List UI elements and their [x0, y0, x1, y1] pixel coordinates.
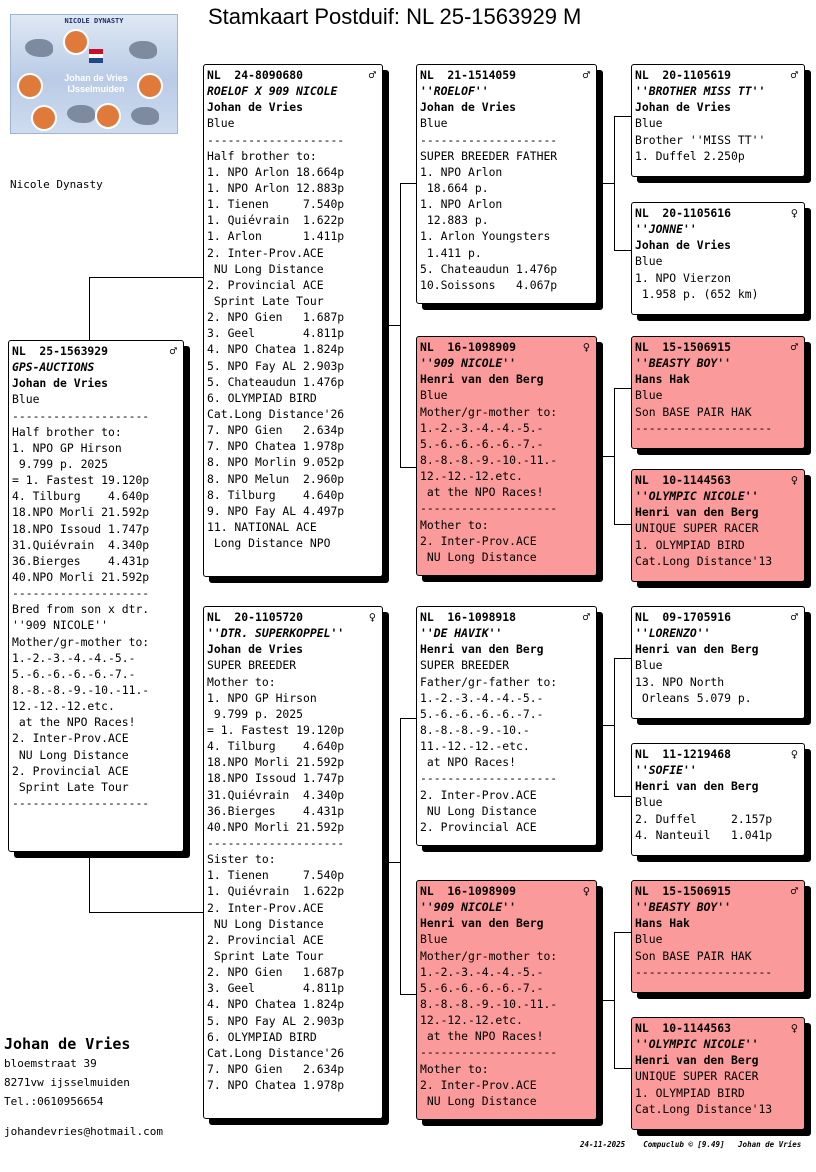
pedigree-line: 8.-8.-8.-9.-10.- [420, 722, 530, 737]
pedigree-line: Mother to: [420, 517, 489, 532]
pedigree-line: Blue [420, 932, 448, 947]
pedigree-line: 4. Nanteuil 1.041p [635, 827, 773, 842]
pedigree-line: Blue [635, 795, 663, 810]
pedigree-line: Sprint Late Tour [207, 948, 324, 963]
footer-date: 24-11-2025 [580, 1140, 626, 1149]
pedigree-line: at NPO Races! [420, 755, 517, 770]
pedigree-line: 5. NPO Fay AL 2.903p [207, 358, 345, 373]
pigeon-name: ''LORENZO'' [635, 626, 711, 641]
pedigree-line: Blue [420, 388, 448, 403]
ring-number: NL 16-1098909 [420, 340, 517, 354]
pigeon-icon [131, 107, 159, 125]
breeder-name: Johan de Vries [12, 376, 109, 391]
pedigree-line: 1. Duffel 2.250p [635, 148, 745, 163]
pedigree-line: 11.-12.-12.-etc. [420, 739, 530, 754]
pedigree-line: NU Long Distance [207, 916, 324, 931]
pigeon-card-mmf[interactable] [631, 880, 805, 993]
pigeon-name: ''JONNE'' [635, 222, 697, 237]
pedigree-line: Mother/gr-mother to: [420, 404, 558, 419]
breeder-name: Johan de Vries [207, 100, 304, 115]
logo-name [61, 73, 131, 95]
ring-number: NL 15-1506915 [635, 884, 732, 898]
pedigree-line: 2. Inter-Prov.ACE [420, 787, 537, 802]
pigeon-name: ''OLYMPIC NICOLE'' [635, 1037, 759, 1052]
pedigree-line: 2. Provincial ACE [420, 819, 537, 834]
rosette-icon [31, 105, 57, 131]
pedigree-line: at the NPO Races! [420, 1029, 544, 1044]
pedigree-line: 1. NPO Arlon [420, 164, 503, 179]
pedigree-line: Blue [635, 658, 663, 673]
pedigree-line: ''909 NICOLE'' [12, 618, 109, 633]
breeder-name: Henri van den Berg [420, 642, 544, 657]
pedigree-line: -------------------- [12, 795, 150, 810]
pigeon-card-father[interactable] [203, 64, 383, 577]
logo-top-text: NICOLE DYNASTY [64, 17, 124, 25]
pigeon-card-mm[interactable] [416, 880, 597, 1120]
pedigree-line: 7. NPO Chatea 1.978p [207, 439, 345, 454]
pedigree-line: Cat.Long Distance'13 [635, 1101, 773, 1116]
breeder-name: Henri van den Berg [635, 505, 759, 520]
connector-line [597, 456, 614, 457]
pedigree-line: 5. Chateaudun 1.476p [420, 261, 558, 276]
connector-line [597, 183, 614, 184]
pedigree-line: 4. Tilburg 4.640p [12, 489, 150, 504]
connector-line [400, 718, 401, 994]
pedigree-line: -------------------- [420, 132, 558, 147]
logo-name-line2: IJsselmuiden [67, 84, 125, 94]
pedigree-line: 2. Inter-Prov.ACE [207, 900, 324, 915]
rosette-icon [17, 73, 43, 99]
pedigree-line: 2. Inter-Prov.ACE [420, 533, 537, 548]
pedigree-line: 8.-8.-8.-9.-10.-11.- [420, 996, 558, 1011]
ring-number: NL 16-1098918 [420, 610, 517, 624]
pedigree-line: SUPER BREEDER FATHER [420, 148, 558, 163]
pedigree-line: Mother to: [420, 1061, 489, 1076]
pedigree-line: NU Long Distance [207, 261, 324, 276]
pedigree-line: 2. Provincial ACE [12, 763, 129, 778]
pigeon-card-fmm[interactable] [631, 469, 805, 582]
pedigree-line: = 1. Fastest 19.120p [207, 722, 345, 737]
pedigree-line: -------------------- [207, 835, 345, 850]
pigeon-name: ''OLYMPIC NICOLE'' [635, 489, 759, 504]
pedigree-line: -------------------- [635, 420, 773, 435]
pedigree-line: Long Distance NPO [207, 536, 331, 551]
pedigree-line: 18.NPO Issoud 1.747p [207, 771, 345, 786]
pedigree-line: 4. Tilburg 4.640p [207, 739, 345, 754]
pedigree-line: 1. Quiévrain 1.622p [207, 213, 345, 228]
female-symbol-icon: ♀ [582, 884, 590, 898]
female-symbol-icon: ♀ [790, 473, 798, 487]
pigeon-card-fm[interactable] [416, 336, 597, 576]
pedigree-line: 2. Inter-Prov.ACE [12, 731, 129, 746]
female-symbol-icon: ♀ [368, 610, 376, 624]
pedigree-line: Half brother to: [12, 424, 122, 439]
pedigree-line: 12.883 p. [420, 213, 489, 228]
pedigree-line: 31.Quiévrain 4.340p [207, 787, 345, 802]
pigeon-icon [129, 41, 157, 59]
pedigree-line: 1.411 p. [420, 245, 482, 260]
pedigree-line: 18.NPO Issoud 1.747p [12, 521, 150, 536]
pigeon-name: ''BEASTY BOY'' [635, 900, 732, 915]
breeder-name: Hans Hak [635, 372, 690, 387]
pedigree-line: 9. NPO Fay AL 4.497p [207, 503, 345, 518]
pedigree-line: 1.-2.-3.-4.-4.-5.- [420, 420, 544, 435]
pedigree-line: 1. Tienen 7.540p [207, 197, 345, 212]
owner-block [4, 1034, 130, 1111]
pedigree-line: 5.-6.-6.-6.-6.-7.- [420, 980, 544, 995]
pedigree-line: 40.NPO Morli 21.592p [12, 569, 150, 584]
ring-number: NL 20-1105616 [635, 206, 732, 220]
pedigree-line: 12.-12.-12.etc. [12, 699, 115, 714]
pedigree-line: 4. NPO Chatea 1.824p [207, 997, 345, 1012]
pigeon-name: ''DTR. SUPERKOPPEL'' [207, 626, 345, 641]
flag-icon [89, 49, 103, 63]
pigeon-name: ''BEASTY BOY'' [635, 356, 732, 371]
pigeon-card-ffm[interactable] [631, 202, 805, 315]
connector-line [89, 912, 205, 913]
pedigree-line: -------------------- [420, 771, 558, 786]
pedigree-line: Sprint Late Tour [12, 779, 129, 794]
pedigree-line: 1. Quiévrain 1.622p [207, 884, 345, 899]
ring-number: NL 20-1105720 [207, 610, 304, 624]
footer-software: Compuclub © [9.49] [643, 1140, 725, 1149]
pedigree-line: 3. Geel 4.811p [207, 326, 345, 341]
pedigree-line: 9.799 p. 2025 [207, 706, 304, 721]
pedigree-line: Father/gr-father to: [420, 674, 558, 689]
male-symbol-icon: ♂ [582, 68, 590, 82]
male-symbol-icon: ♂ [790, 610, 798, 624]
pedigree-line: 1. OLYMPIAD BIRD [635, 1085, 745, 1100]
pedigree-line: UNIQUE SUPER RACER [635, 521, 759, 536]
connector-line [89, 277, 205, 278]
owner-phone: Tel.:0610956654 [4, 1095, 104, 1108]
pedigree-line: NU Long Distance [12, 747, 129, 762]
footer [580, 1140, 801, 1149]
pedigree-line: 8.-8.-8.-9.-10.-11.- [12, 682, 150, 697]
ring-number: NL 21-1514059 [420, 68, 517, 82]
pigeon-name: GPS-AUCTIONS [12, 360, 95, 375]
pedigree-line: 2. Provincial ACE [207, 932, 324, 947]
pigeon-icon [67, 105, 95, 123]
pedigree-line: 5. NPO Fay AL 2.903p [207, 1013, 345, 1028]
pedigree-line: 7. NPO Gien 2.634p [207, 423, 345, 438]
pedigree-line: 2. NPO Gien 1.687p [207, 965, 345, 980]
pedigree-line: 1.958 p. (652 km) [635, 286, 759, 301]
pedigree-line: 1. Arlon Youngsters [420, 229, 551, 244]
ring-number: NL 15-1506915 [635, 340, 732, 354]
breeder-name: Johan de Vries [635, 100, 732, 115]
connector-line [614, 932, 615, 1068]
breeder-name: Hans Hak [635, 916, 690, 931]
pedigree-line: -------------------- [420, 501, 558, 516]
pedigree-line: 40.NPO Morli 21.592p [207, 819, 345, 834]
pedigree-line: SUPER BREEDER [420, 658, 510, 673]
pedigree-line: -------------------- [207, 132, 345, 147]
pigeon-card-mfm[interactable] [631, 743, 805, 856]
pedigree-line: Blue [635, 116, 663, 131]
breeder-name: Henri van den Berg [635, 1053, 759, 1068]
pedigree-line: 1. NPO Vierzon [635, 270, 732, 285]
female-symbol-icon: ♀ [790, 1021, 798, 1035]
pedigree-line: 31.Quiévrain 4.340p [12, 537, 150, 552]
pedigree-line: 8. NPO Melun 2.960p [207, 471, 345, 486]
breeder-name: Johan de Vries [635, 238, 732, 253]
owner-name: Johan de Vries [4, 1035, 131, 1053]
pedigree-line: 9.799 p. 2025 [12, 456, 109, 471]
breeder-name: Henri van den Berg [635, 642, 759, 657]
pedigree-line: 2. NPO Gien 1.687p [207, 310, 345, 325]
connector-line [597, 725, 614, 726]
pedigree-line: Blue [420, 116, 448, 131]
owner-city: 8271vw ijsselmuiden [4, 1076, 130, 1089]
pigeon-name: ''SOFIE'' [635, 763, 697, 778]
pedigree-line: 10.Soissons 4.067p [420, 277, 558, 292]
pedigree-line: 4. NPO Chatea 1.824p [207, 342, 345, 357]
rosette-icon [137, 73, 163, 99]
male-symbol-icon: ♂ [790, 884, 798, 898]
breeder-name: Henri van den Berg [420, 916, 544, 931]
pedigree-line: 8. Tilburg 4.640p [207, 487, 345, 502]
pedigree-line: 5. Chateaudun 1.476p [207, 374, 345, 389]
pedigree-line: -------------------- [12, 586, 150, 601]
pedigree-line: Son BASE PAIR HAK [635, 948, 752, 963]
pedigree-line: Brother ''MISS TT'' [635, 132, 766, 147]
pedigree-line: Bred from son x dtr. [12, 602, 150, 617]
breeder-name: Henri van den Berg [420, 372, 544, 387]
pedigree-line: Blue [635, 388, 663, 403]
pedigree-line: SUPER BREEDER [207, 658, 297, 673]
pigeon-card-mmm[interactable] [631, 1017, 805, 1130]
pigeon-name: ''BROTHER MISS TT'' [635, 84, 766, 99]
connector-line [597, 1000, 614, 1001]
pigeon-card-fmf[interactable] [631, 336, 805, 449]
ring-number: NL 20-1105619 [635, 68, 732, 82]
pigeon-card-ff[interactable] [416, 64, 597, 304]
logo-name-line1: Johan de Vries [64, 73, 128, 83]
rosette-icon [63, 29, 89, 55]
ring-number: NL 09-1705916 [635, 610, 732, 624]
pedigree-line: 2. Inter-Prov.ACE [207, 245, 324, 260]
connector-line [400, 183, 401, 467]
pedigree-line: 2. Provincial ACE [207, 277, 324, 292]
pedigree-line: Blue [12, 392, 40, 407]
rosette-icon [95, 103, 121, 129]
male-symbol-icon: ♂ [169, 344, 177, 358]
pedigree-line: -------------------- [420, 1045, 558, 1060]
pedigree-line: 12.-12.-12.etc. [420, 1013, 523, 1028]
pigeon-name: ''DE HAVIK'' [420, 626, 503, 641]
pedigree-line: NU Long Distance [420, 1093, 537, 1108]
pedigree-line: 1. Tienen 7.540p [207, 868, 345, 883]
pedigree-line: 1. NPO GP Hirson [207, 690, 317, 705]
pedigree-line: 1. Arlon 1.411p [207, 229, 345, 244]
female-symbol-icon: ♀ [582, 340, 590, 354]
pedigree-line: Cat.Long Distance'13 [635, 553, 773, 568]
breeder-name: Johan de Vries [420, 100, 517, 115]
pedigree-line: Blue [207, 116, 235, 131]
connector-line [383, 325, 400, 326]
pedigree-line: 18.664 p. [420, 180, 489, 195]
pedigree-line: 3. Geel 4.811p [207, 981, 345, 996]
ring-number: NL 10-1144563 [635, 1021, 732, 1035]
connector-line [614, 658, 615, 796]
pigeon-card-mf[interactable] [416, 606, 597, 846]
connector-line [614, 388, 615, 524]
ring-number: NL 11-1219468 [635, 747, 732, 761]
pigeon-card-mff[interactable] [631, 606, 805, 719]
pigeon-name: ''909 NICOLE'' [420, 356, 517, 371]
pedigree-line: 1.-2.-3.-4.-4.-5.- [12, 650, 136, 665]
club-logo [10, 14, 178, 134]
pedigree-line: 1.-2.-3.-4.-4.-5.- [420, 964, 544, 979]
page-title: Stamkaart Postduif: NL 25-1563929 M [208, 4, 582, 29]
pedigree-line: 1. OLYMPIAD BIRD [635, 537, 745, 552]
pedigree-line: NU Long Distance [420, 549, 537, 564]
pedigree-line: UNIQUE SUPER RACER [635, 1069, 759, 1084]
connector-line [383, 862, 400, 863]
pedigree-line: -------------------- [12, 408, 150, 423]
pedigree-line: Mother/gr-mother to: [12, 634, 150, 649]
pedigree-line: 7. NPO Gien 2.634p [207, 1061, 345, 1076]
pedigree-line: Sprint Late Tour [207, 293, 324, 308]
pedigree-line: Mother/gr-mother to: [420, 948, 558, 963]
pedigree-line: 13. NPO North [635, 674, 725, 689]
pedigree-line: Half brother to: [207, 148, 317, 163]
pedigree-line: 36.Bierges 4.431p [12, 553, 150, 568]
pedigree-line: 1. NPO GP Hirson [12, 440, 122, 455]
pedigree-line: Blue [635, 254, 663, 269]
pedigree-line: 18.NPO Morli 21.592p [12, 505, 150, 520]
pedigree-line: Cat.Long Distance'26 [207, 1045, 345, 1060]
pedigree-line: at the NPO Races! [420, 485, 544, 500]
pedigree-line: = 1. Fastest 19.120p [12, 473, 150, 488]
male-symbol-icon: ♂ [790, 68, 798, 82]
pedigree-line: 7. NPO Chatea 1.978p [207, 1078, 345, 1093]
ring-number: NL 25-1563929 [12, 344, 109, 358]
pedigree-line: Son BASE PAIR HAK [635, 404, 752, 419]
pedigree-line: Mother to: [207, 674, 276, 689]
male-symbol-icon: ♂ [368, 68, 376, 82]
owner-street: bloemstraat 39 [4, 1057, 97, 1070]
pedigree-line: 2. Inter-Prov.ACE [420, 1077, 537, 1092]
pedigree-line: 5.-6.-6.-6.-6.-7.- [420, 706, 544, 721]
pedigree-line: 12.-12.-12.etc. [420, 469, 523, 484]
pigeon-card-mother[interactable] [203, 606, 383, 1119]
pedigree-line: 5.-6.-6.-6.-6.-7.- [12, 666, 136, 681]
pedigree-line: 8. NPO Morlin 9.052p [207, 455, 345, 470]
pedigree-line: at the NPO Races! [12, 715, 136, 730]
pedigree-line: 5.-6.-6.-6.-6.-7.- [420, 436, 544, 451]
pedigree-line: 11. NATIONAL ACE [207, 519, 317, 534]
pigeon-name: ROELOF X 909 NICOLE [207, 84, 338, 99]
pigeon-icon [25, 39, 53, 57]
pedigree-line: 6. OLYMPIAD BIRD [207, 1029, 317, 1044]
pedigree-line: 6. OLYMPIAD BIRD [207, 390, 317, 405]
pigeon-card-fff[interactable] [631, 64, 805, 177]
dynasty-label: Nicole Dynasty [10, 178, 103, 191]
ring-number: NL 10-1144563 [635, 473, 732, 487]
connector-line [614, 116, 615, 250]
pedigree-line: 36.Bierges 4.431p [207, 803, 345, 818]
pedigree-line: Blue [635, 932, 663, 947]
pedigree-line: 8.-8.-8.-9.-10.-11.- [420, 452, 558, 467]
pigeon-name: ''909 NICOLE'' [420, 900, 517, 915]
pedigree-line: Orleans 5.079 p. [635, 690, 752, 705]
breeder-name: Henri van den Berg [635, 779, 759, 794]
pigeon-card-subject[interactable] [8, 340, 184, 852]
female-symbol-icon: ♀ [790, 747, 798, 761]
pedigree-line: 18.NPO Morli 21.592p [207, 755, 345, 770]
breeder-name: Johan de Vries [207, 642, 304, 657]
male-symbol-icon: ♂ [790, 340, 798, 354]
pedigree-line: 1.-2.-3.-4.-4.-5.- [420, 690, 544, 705]
ring-number: NL 24-8090680 [207, 68, 304, 82]
connector-line [89, 852, 90, 912]
connector-line [89, 277, 90, 340]
female-symbol-icon: ♀ [790, 206, 798, 220]
pigeon-name: ''ROELOF'' [420, 84, 489, 99]
male-symbol-icon: ♂ [582, 610, 590, 624]
footer-owner: Johan de Vries [738, 1140, 802, 1149]
pedigree-line: -------------------- [635, 964, 773, 979]
ring-number: NL 16-1098909 [420, 884, 517, 898]
pedigree-line: 2. Duffel 2.157p [635, 811, 773, 826]
pedigree-line: 1. NPO Arlon 18.664p [207, 164, 345, 179]
pedigree-line: NU Long Distance [420, 803, 537, 818]
pedigree-line: 1. NPO Arlon [420, 197, 503, 212]
pedigree-line: Cat.Long Distance'26 [207, 406, 345, 421]
owner-email[interactable]: johandevries@hotmail.com [4, 1125, 163, 1138]
pedigree-line: 1. NPO Arlon 12.883p [207, 180, 345, 195]
pedigree-line: Sister to: [207, 852, 276, 867]
